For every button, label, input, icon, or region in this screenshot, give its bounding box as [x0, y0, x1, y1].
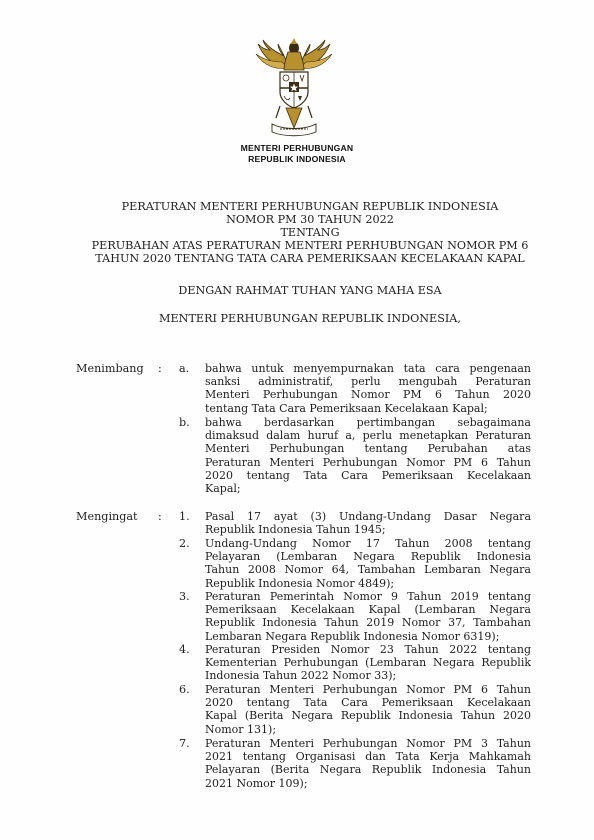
issuer: MENTERI PERHUBUNGAN REPUBLIK INDONESIA,: [159, 312, 461, 325]
mengingat-marker-7: 7.: [179, 737, 190, 750]
menimbang-marker-a: a.: [179, 362, 190, 375]
item-line: Kementerian Perhubungan (Lembaran Negara Republik: [205, 656, 531, 670]
mengingat-marker-1: 1.: [179, 510, 190, 523]
mengingat-item-2: [205, 537, 531, 590]
item-line: Tahun 2008 Nomor 64, Tambahan Lembaran Negara: [205, 563, 531, 577]
item-line: Republik Indonesia Nomor 4849);: [205, 576, 395, 590]
item-line: Nomor 131);: [205, 722, 277, 736]
menimbang-colon: :: [158, 362, 162, 375]
item-line: Lembaran Negara Republik Indonesia Nomor 6319);: [205, 629, 500, 643]
regulation-about: TENTANG: [280, 226, 340, 239]
mengingat-colon: :: [158, 510, 162, 523]
item-line: 2021 Nomor 109);: [205, 776, 308, 790]
ministry-country: REPUBLIK INDONESIA: [248, 154, 346, 164]
item-line: bahwa untuk menyempurnakan tata cara pengenaan: [205, 362, 531, 375]
item-line: sanksi administratif, perlu mengubah Peraturan: [205, 375, 531, 389]
invocation: DENGAN RAHMAT TUHAN YANG MAHA ESA: [178, 284, 442, 297]
item-line: Kapal (Berita Negara Republik Indonesia Tahun 2020: [205, 709, 531, 723]
item-line: Pemeriksaan Kecelakaan Kapal (Lembaran Negara: [205, 603, 531, 617]
item-line: Peraturan Menteri Perhubungan Nomor PM 6 Tahun: [205, 455, 531, 469]
regulation-title: PERATURAN MENTERI PERHUBUNGAN REPUBLIK INDONESIA: [121, 200, 499, 213]
mengingat-marker-3: 3.: [179, 590, 190, 603]
item-line: Republik Indonesia Tahun 1945;: [205, 523, 386, 537]
mengingat-item-1: [205, 510, 531, 536]
menimbang-label: Menimbang: [76, 362, 144, 375]
regulation-number: NOMOR PM 30 TAHUN 2022: [226, 213, 394, 226]
item-line: Indonesia Tahun 2022 Nomor 33);: [205, 669, 397, 683]
item-line: Undang-Undang Nomor 17 Tahun 2008 tentang: [205, 537, 531, 550]
mengingat-item-6: [205, 683, 531, 736]
item-line: Peraturan Menteri Perhubungan Nomor PM 6 Tahun: [205, 683, 531, 696]
mengingat-item-7: [205, 737, 531, 790]
item-line: Peraturan Menteri Perhubungan Nomor PM 3 Tahun: [205, 737, 531, 750]
regulation-subject-line2: TAHUN 2020 TENTANG TATA CARA PEMERIKSAAN KECELAKAAN KAPAL: [95, 252, 525, 265]
item-line: bahwa berdasarkan pertimbangan sebagaimana: [205, 416, 531, 429]
menimbang-item-b: [205, 416, 531, 495]
item-line: Menteri Perhubungan tentang Perubahan atas: [205, 442, 531, 456]
regulation-subject-line1: PERUBAHAN ATAS PERATURAN MENTERI PERHUBUNGAN NOMOR PM 6: [91, 239, 529, 252]
mengingat-item-3: [205, 590, 531, 643]
item-line: 2021 tentang Organisasi dan Tata Kerja Mahkamah: [205, 750, 531, 764]
ministry-name: MENTERI PERHUBUNGAN: [240, 143, 354, 153]
item-line: Republik Indonesia Tahun 2019 Nomor 37, Tambahan: [205, 616, 531, 630]
mengingat-marker-6: 6.: [179, 683, 190, 696]
mengingat-marker-4: 4.: [179, 643, 190, 656]
item-line: 2020 tentang Tata Cara Pemeriksaan Kecelakaan: [205, 696, 531, 710]
item-line: Menteri Perhubungan Nomor PM 6 Tahun 2020: [205, 388, 531, 402]
item-line: Pelayaran (Berita Negara Republik Indonesia Tahun: [205, 763, 531, 777]
item-line: Pelayaran (Lembaran Negara Republik Indonesia: [205, 550, 531, 564]
item-line: Peraturan Presiden Nomor 23 Tahun 2022 tentang: [205, 643, 531, 656]
mengingat-label: Mengingat: [76, 510, 138, 523]
item-line: tentang Tata Cara Pemeriksaan Kecelakaan Kapal;: [205, 401, 488, 415]
mengingat-marker-2: 2.: [179, 537, 190, 550]
item-line: Pasal 17 ayat (3) Undang-Undang Dasar Negara: [205, 510, 531, 523]
garuda-pancasila-icon: [254, 38, 334, 138]
menimbang-marker-b: b.: [179, 416, 190, 429]
item-line: Kapal;: [205, 481, 241, 495]
item-line: Peraturan Pemerintah Nomor 9 Tahun 2019 tentang: [205, 590, 531, 603]
mengingat-item-4: [205, 643, 531, 683]
menimbang-item-a: [205, 362, 531, 415]
item-line: dimaksud dalam huruf a, perlu menetapkan Peraturan: [205, 429, 531, 443]
item-line: 2020 tentang Tata Cara Pemeriksaan Kecelakaan: [205, 468, 531, 482]
